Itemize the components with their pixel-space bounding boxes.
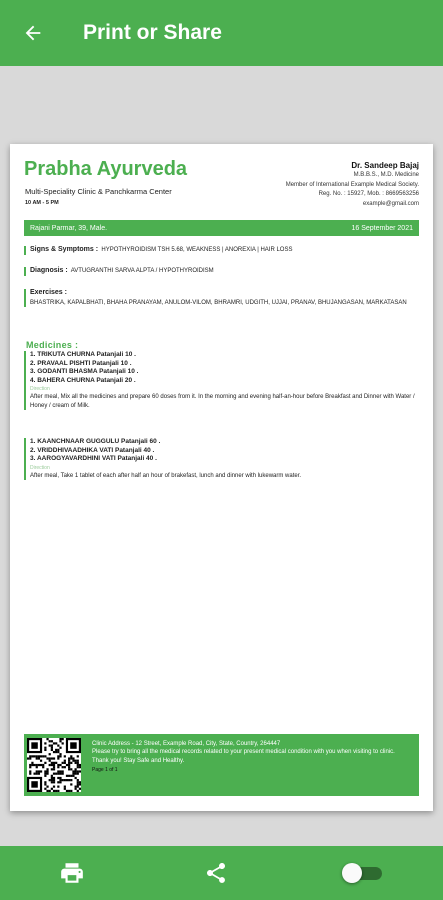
patient-bar — [24, 220, 419, 236]
medicine-item: 1. KAANCHNAAR GUGGULU Patanjali 60 . — [30, 438, 161, 445]
page-number: Page 1 of 1 — [92, 767, 118, 774]
diagnosis-section — [24, 267, 419, 276]
patient-info: Rajani Parmar, 39, Male. — [30, 224, 108, 232]
medicines-title: Medicines : — [26, 340, 79, 350]
page-title: Print or Share — [83, 21, 222, 44]
signs-section — [24, 246, 419, 255]
qr-code-icon — [27, 738, 81, 792]
medicine-item: 4. BAHERA CHURNA Patanjali 20 . — [30, 376, 136, 384]
signs-value: HYPOTHYROIDISM TSH 5.68, WEAKNESS | ANOREXIA | HAIR LOSS — [101, 247, 293, 253]
document-footer — [24, 734, 419, 796]
document-header — [24, 158, 419, 218]
doctor-membership: Member of International Example Medical Society. — [285, 181, 419, 188]
direction-text: After meal, Mix all the medicines and prepare 60 doses from it. In the morning and evening half-an-hour before Breakfast and Dinner with Water / Honey / cream of Milk. — [30, 394, 415, 409]
exercises-label: Exercises : — [30, 289, 67, 296]
medicine-item: 3. AAROGYAVARDHINI VATI Patanjali 40 . — [30, 455, 157, 463]
direction-label: Direction — [30, 464, 50, 471]
medicine-item: 2. VRIDDHIVAADHIKA VATI Patanjali 40 . — [30, 446, 155, 454]
doctor-registration: Reg. No. : 15927, Mob. : 8669563256 — [318, 191, 419, 197]
prescription-date: 16 September 2021 — [351, 224, 413, 232]
layout-toggle-switch[interactable] — [342, 863, 384, 883]
footer-thanks: Thank you! Stay Safe and Healthy. — [92, 757, 185, 764]
medicine-group — [24, 438, 419, 480]
footer-text — [92, 740, 413, 775]
doctor-degree: M.B.B.S., M.D. Medicine — [353, 172, 419, 178]
preview-canvas[interactable] — [0, 66, 443, 846]
diagnosis-label: Diagnosis : — [30, 267, 68, 274]
exercises-section — [24, 289, 419, 307]
bottom-action-bar — [0, 846, 443, 900]
direction-text: After meal, Take 1 tablet of each after half an hour of brakefast, lunch and dinner with lukewarm water. — [30, 472, 302, 479]
arrow-left-icon — [22, 22, 44, 44]
clinic-timing: 10 AM - 5 PM — [25, 200, 59, 206]
doctor-info — [286, 160, 419, 209]
clinic-name: Prabha Ayurveda — [24, 158, 188, 180]
medicine-item: 1. TRIKUTA CHURNA Patanjali 10 . — [30, 351, 136, 358]
share-button[interactable] — [186, 846, 246, 900]
diagnosis-value: AVTUGRANTHI SARVA ALPTA / HYPOTHYROIDISM — [70, 268, 214, 274]
prescription-document — [10, 144, 433, 811]
share-icon — [204, 861, 228, 885]
back-button[interactable] — [0, 0, 66, 66]
footer-note: Please try to bring all the medical records related to your present medical condition with you when visiting to clinic. — [92, 749, 395, 756]
app-bar — [0, 0, 443, 66]
printer-icon — [59, 860, 85, 886]
exercises-value: BHASTRIKA, KAPALBHATI, BHAHA PRANAYAM, ANULOM-VILOM, BHRAMRI, UDGITH, UJJAI, PRANAV, BHUJANGASAN, MARKATASAN — [30, 299, 407, 306]
clinic-subtitle: Multi-Speciality Clinic & Panchkarma Center — [25, 187, 172, 196]
medicine-item: 3. GODANTI BHASMA Patanjali 10 . — [30, 368, 139, 376]
doctor-email: example@gmail.com — [362, 200, 419, 207]
medicine-item: 2. PRAVAAL PISHTI Patanjali 10 . — [30, 359, 132, 367]
toggle-thumb — [342, 863, 362, 883]
doctor-name: Dr. Sandeep Bajaj — [351, 161, 419, 170]
medicine-group — [24, 351, 419, 410]
direction-label: Direction — [30, 386, 50, 393]
print-button[interactable] — [42, 846, 102, 900]
clinic-address: Clinic Address - 12 Street, Example Road, City, State, Country, 264447 — [92, 741, 281, 747]
signs-label: Signs & Symptoms : — [30, 246, 99, 253]
